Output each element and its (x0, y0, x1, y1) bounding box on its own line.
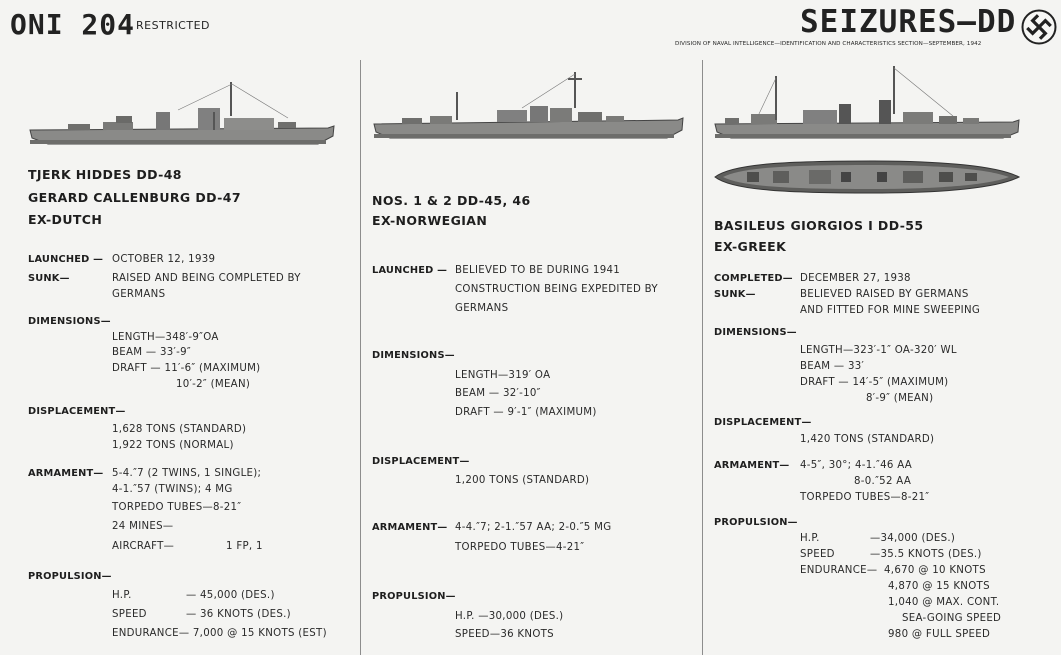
dimensions-label: DIMENSIONS— (714, 327, 797, 338)
draft-mean-value: 10′-2″ (MEAN) (176, 379, 251, 390)
launched-label: LAUNCHED — (372, 265, 448, 276)
armament-value: 4-1.″57 (TWINS); 4 MG (112, 484, 233, 495)
endurance-value: 1,040 @ MAX. CONT. (888, 597, 1000, 608)
completed-value: DECEMBER 27, 1938 (800, 273, 911, 284)
swastika-emblem-icon (1021, 9, 1057, 45)
document-id: ONI 204 (10, 8, 136, 41)
sunk-text: BELIEVED RAISED BY GERMANS (800, 289, 969, 300)
endurance-value: 4,870 @ 15 KNOTS (888, 581, 990, 592)
displacement-label: DISPLACEMENT— (714, 417, 812, 428)
sunk-label: SUNK— (28, 273, 70, 284)
armament-label: ARMAMENT— (28, 468, 104, 479)
endurance-value: ENDURANCE— 7,000 @ 15 KNOTS (EST) (112, 628, 327, 639)
dimensions-label: DIMENSIONS— (28, 316, 111, 327)
armament-value: 4-5″, 30°; 4-1.″46 AA (800, 460, 913, 471)
ship-plan-basileus-giorgios (713, 160, 1021, 194)
sunk-text: AND FITTED FOR MINE SWEEPING (800, 305, 981, 316)
ship-name-tjerk-hiddes: TJERK HIDDES DD-48 (28, 167, 182, 182)
ship-profile-tjerk-hiddes (28, 78, 338, 150)
armament-value: 5-4.″7 (2 TWINS, 1 SINGLE); (112, 468, 262, 479)
draft-value: DRAFT — 11′-6″ (MAXIMUM) (112, 363, 261, 374)
launched-text: GERMANS (455, 303, 509, 314)
column-divider-left (360, 60, 361, 655)
beam-value: BEAM — 33′-9″ (112, 347, 191, 358)
length-value: LENGTH—323′-1″ OA-320′ WL (800, 345, 957, 356)
torpedo-value: TORPEDO TUBES—8-21″ (800, 492, 930, 503)
launched-value: OCTOBER 12, 1939 (112, 254, 216, 265)
division-subtitle: DIVISION OF NAVAL INTELLIGENCE—IDENTIFICATION AND CHARACTERISTICS SECTION—SEPTEMBER, 1942 (675, 41, 982, 47)
completed-label: COMPLETED— (714, 273, 793, 284)
draft-mean-value: 8′-9″ (MEAN) (866, 393, 934, 404)
launched-text: CONSTRUCTION BEING EXPEDITED BY (455, 284, 658, 295)
displacement-value: 1,628 TONS (STANDARD) (112, 424, 247, 435)
dimensions-label: DIMENSIONS— (372, 350, 455, 361)
displacement-label: DISPLACEMENT— (28, 406, 126, 417)
speed-value: SPEED—36 KNOTS (455, 629, 554, 640)
restricted-label: RESTRICTED (136, 19, 211, 32)
bleed-through-text (705, 2, 715, 37)
endurance-value: 980 @ FULL SPEED (888, 629, 991, 640)
armament-value: 8-0.″52 AA (854, 476, 912, 487)
origin-ex-greek: EX-GREEK (714, 239, 787, 254)
hp-label: H.P. (112, 590, 132, 601)
draft-value: DRAFT — 9′-1″ (MAXIMUM) (455, 407, 597, 418)
column-divider-right (702, 60, 703, 655)
propulsion-label: PROPULSION— (714, 517, 798, 528)
endurance-value: 4,670 @ 10 KNOTS (884, 565, 986, 576)
sunk-label: SUNK— (714, 289, 756, 300)
launched-text: BELIEVED TO BE DURING 1941 (455, 265, 621, 276)
sunk-text: GERMANS (112, 289, 166, 300)
mines-value: 24 MINES— (112, 521, 174, 532)
length-value: LENGTH—319′ OA (455, 370, 551, 381)
speed-label: SPEED (800, 549, 835, 560)
torpedo-value: TORPEDO TUBES—8-21″ (112, 502, 242, 513)
ship-name-gerard-callenburg: GERARD CALLENBURG DD-47 (28, 190, 241, 205)
armament-value: 4-4.″7; 2-1.″57 AA; 2-0.″5 MG (455, 522, 612, 533)
length-value: LENGTH—348′-9″OA (112, 332, 219, 343)
sunk-text: RAISED AND BEING COMPLETED BY (112, 273, 301, 284)
propulsion-label: PROPULSION— (28, 571, 112, 582)
beam-value: BEAM — 32′-10″ (455, 388, 541, 399)
hp-label: H.P. (800, 533, 820, 544)
speed-label: SPEED (112, 609, 147, 620)
endurance-label: ENDURANCE— (800, 565, 878, 576)
displacement-value: 1,922 TONS (NORMAL) (112, 440, 234, 451)
ship-profile-norwegian-dd (372, 70, 687, 145)
hp-value: —34,000 (DES.) (870, 533, 956, 544)
propulsion-label: PROPULSION— (372, 591, 456, 602)
aircraft-label: AIRCRAFT— (112, 541, 175, 552)
ship-name-basileus-giorgios: BASILEUS GIORGIOS I DD-55 (714, 218, 924, 233)
origin-ex-dutch: EX-DUTCH (28, 212, 103, 227)
armament-label: ARMAMENT— (372, 522, 448, 533)
launched-label: LAUNCHED — (28, 254, 104, 265)
displacement-label: DISPLACEMENT— (372, 456, 470, 467)
hp-value: — 45,000 (DES.) (186, 590, 275, 601)
page-title: SEIZURES—DD (800, 4, 1017, 40)
displacement-value: 1,200 TONS (STANDARD) (455, 475, 590, 486)
endurance-value: SEA-GOING SPEED (902, 613, 1002, 624)
speed-value: — 36 KNOTS (DES.) (186, 609, 291, 620)
draft-value: DRAFT — 14′-5″ (MAXIMUM) (800, 377, 949, 388)
ship-name-norwegian: NOS. 1 & 2 DD-45, 46 (372, 193, 531, 208)
origin-ex-norwegian: EX-NORWEGIAN (372, 213, 488, 228)
armament-label: ARMAMENT— (714, 460, 790, 471)
ship-profile-basileus-giorgios (713, 60, 1021, 142)
beam-value: BEAM — 33′ (800, 361, 865, 372)
aircraft-value: 1 FP, 1 (226, 541, 263, 552)
hp-value: H.P. —30,000 (DES.) (455, 611, 564, 622)
displacement-value: 1,420 TONS (STANDARD) (800, 434, 935, 445)
torpedo-value: TORPEDO TUBES—4-21″ (455, 542, 585, 553)
speed-value: —35.5 KNOTS (DES.) (870, 549, 982, 560)
